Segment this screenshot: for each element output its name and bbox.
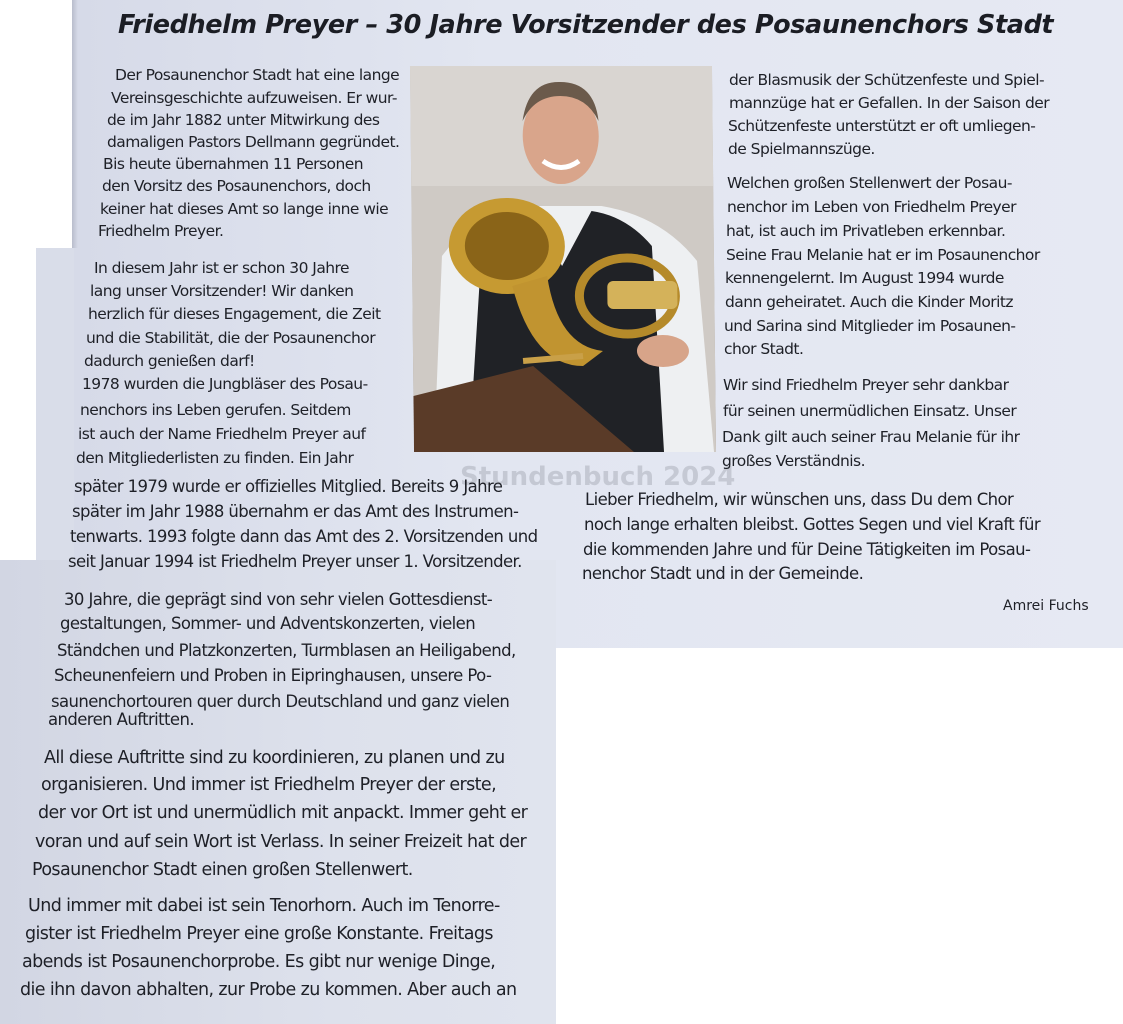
body-line: 30 Jahre, die geprägt sind von sehr vielen Gottesdienst- xyxy=(64,590,493,609)
tenor-horn-player-illustration xyxy=(410,66,716,452)
body-line: seit Januar 1994 ist Friedhelm Preyer unser 1. Vorsitzender. xyxy=(68,552,522,571)
body-line: für seinen unermüdlichen Einsatz. Unser xyxy=(723,402,1017,420)
body-line: hat, ist auch im Privatleben erkennbar. xyxy=(726,222,1006,240)
body-line: den Vorsitz des Posaunenchors, doch xyxy=(102,177,371,195)
body-line: de Spielmannszüge. xyxy=(728,140,875,158)
body-line: tenwarts. 1993 folgte dann das Amt des 2. Vorsitzenden und xyxy=(70,527,538,546)
body-line: dann geheiratet. Auch die Kinder Moritz xyxy=(725,293,1013,311)
body-line: keiner hat dieses Amt so lange inne wie xyxy=(100,200,389,218)
body-line: Friedhelm Preyer. xyxy=(98,222,224,240)
body-line: abends ist Posaunenchorprobe. Es gibt nur wenige Dinge, xyxy=(22,952,496,972)
body-line: Bis heute übernahmen 11 Personen xyxy=(103,155,363,173)
body-line: der vor Ort ist und unermüdlich mit anpackt. Immer geht er xyxy=(38,803,528,823)
body-line: kennengelernt. Im August 1994 wurde xyxy=(725,269,1004,287)
body-line: ist auch der Name Friedhelm Preyer auf xyxy=(78,425,366,443)
body-line: voran und auf sein Wort ist Verlass. In seiner Freizeit hat der xyxy=(35,832,527,852)
body-line: später im Jahr 1988 übernahm er das Amt des Instrumen- xyxy=(72,502,519,521)
body-line: Seine Frau Melanie hat er im Posaunenchor xyxy=(726,246,1040,264)
article-photo xyxy=(410,66,716,452)
body-line: Posaunenchor Stadt einen großen Stellenwert. xyxy=(32,860,413,880)
body-line: Der Posaunenchor Stadt hat eine lange xyxy=(115,66,400,84)
body-line: saunenchortouren quer durch Deutschland und ganz vielen xyxy=(51,692,510,711)
body-line: die kommenden Jahre und für Deine Tätigkeiten im Posau- xyxy=(583,540,1031,559)
body-line: 1978 wurden die Jungbläser des Posau- xyxy=(82,375,368,393)
body-line: In diesem Jahr ist er schon 30 Jahre xyxy=(94,259,350,277)
article-title: Friedhelm Preyer – 30 Jahre Vorsitzender des Posaunenchors Stadt xyxy=(118,10,1054,40)
body-line: nenchor Stadt und in der Gemeinde. xyxy=(582,564,864,583)
body-line: Vereinsgeschichte aufzuweisen. Er wur- xyxy=(111,89,397,107)
body-line: den Mitgliederlisten zu finden. Ein Jahr xyxy=(76,449,354,467)
body-line: und die Stabilität, die der Posaunenchor xyxy=(86,329,376,347)
body-line: Dank gilt auch seiner Frau Melanie für ihr xyxy=(722,428,1020,446)
body-line: die ihn davon abhalten, zur Probe zu kommen. Aber auch an xyxy=(20,980,517,1000)
show-through-heading: Stundenbuch 2024 xyxy=(460,462,736,492)
body-line: später 1979 wurde er offizielles Mitglied. Bereits 9 Jahre xyxy=(74,477,503,496)
body-line: gestaltungen, Sommer- und Adventskonzerten, vielen xyxy=(60,614,476,633)
body-line: organisieren. Und immer ist Friedhelm Preyer der erste, xyxy=(41,775,497,795)
body-line: mannzüge hat er Gefallen. In der Saison der xyxy=(729,94,1050,112)
body-line: Welchen großen Stellenwert der Posau- xyxy=(727,174,1012,192)
body-line: großes Verständnis. xyxy=(722,452,865,470)
body-line: Ständchen und Platzkonzerten, Turmblasen an Heiligabend, xyxy=(57,641,516,660)
body-line: gister ist Friedhelm Preyer eine große Konstante. Freitags xyxy=(25,924,493,944)
author-signature: Amrei Fuchs xyxy=(1003,598,1089,614)
body-line: Scheunenfeiern und Proben in Eipringhausen, unsere Po- xyxy=(54,666,492,685)
body-line: de im Jahr 1882 unter Mitwirkung des xyxy=(107,111,380,129)
body-line: nenchors ins Leben gerufen. Seitdem xyxy=(80,401,351,419)
body-line: dadurch genießen darf! xyxy=(84,352,255,370)
body-line: Und immer mit dabei ist sein Tenorhorn. Auch im Tenorre- xyxy=(28,896,500,916)
page-fold-shadow xyxy=(72,0,78,248)
body-line: nenchor im Leben von Friedhelm Preyer xyxy=(727,198,1016,216)
body-line: damaligen Pastors Dellmann gegründet. xyxy=(107,133,400,151)
body-line: herzlich für dieses Engagement, die Zeit xyxy=(88,305,381,323)
body-line: lang unser Vorsitzender! Wir danken xyxy=(90,282,354,300)
body-line: Wir sind Friedhelm Preyer sehr dankbar xyxy=(723,376,1009,394)
body-line: Lieber Friedhelm, wir wünschen uns, dass Du dem Chor xyxy=(585,490,1014,509)
body-line: chor Stadt. xyxy=(724,340,804,358)
page-scan-left-strip xyxy=(36,248,74,564)
body-line: Schützenfeste unterstützt er oft umliegen- xyxy=(728,117,1036,135)
body-line: All diese Auftritte sind zu koordinieren, zu planen und zu xyxy=(44,748,505,768)
body-line: und Sarina sind Mitglieder im Posaunen- xyxy=(724,317,1016,335)
body-line: noch lange erhalten bleibst. Gottes Segen und viel Kraft für xyxy=(584,515,1041,534)
body-line: der Blasmusik der Schützenfeste und Spiel- xyxy=(729,71,1044,89)
body-line: anderen Auftritten. xyxy=(48,710,194,729)
